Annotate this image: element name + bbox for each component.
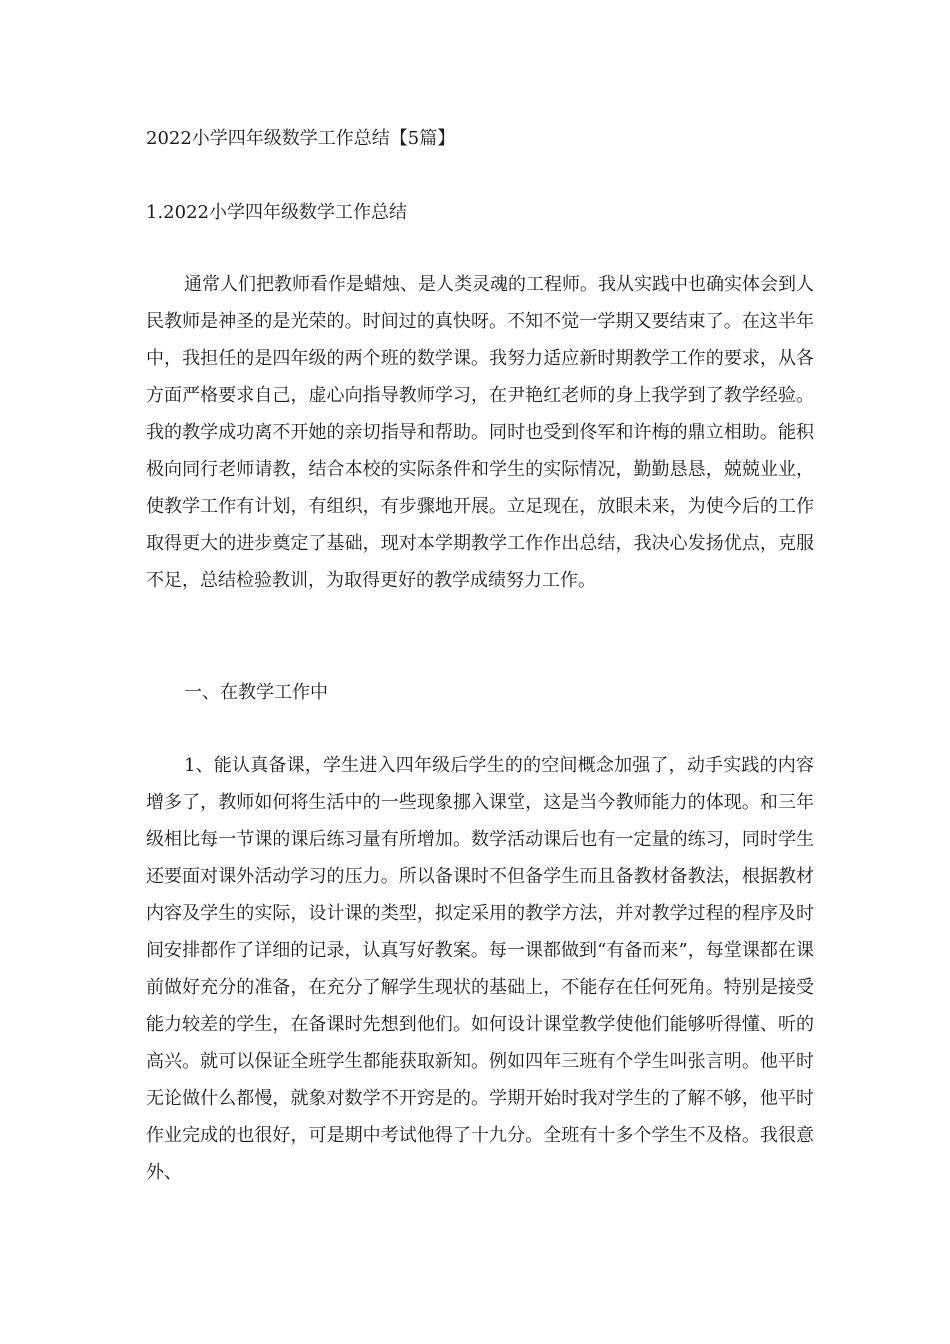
section-title: 1.2022小学四年级数学工作总结 — [146, 202, 407, 223]
document-title: 2022小学四年级数学工作总结【5篇】 — [146, 128, 456, 149]
paragraph-intro: 通常人们把教师看作是蜡烛、是人类灵魂的工程师。我从实践中也确实体会到人民教师是神圣的是光荣的。时间过的真快呀。不知不觉一学期又要结束了。在这半年中，我担任的是四年级的两个班的数学课。我努力适应新时期教学工作的要求，从各方面严格要求自己，虚心向指导教师学习，在尹艳红老师的身上我学到了教学经验。我的教学成功离不开她的亲切指导和帮助。同时也受到佟军和许梅的鼎立相助。能积极向同行老师请教，结合本校的实际条件和学生的实际情况，勤勤恳恳，兢兢业业，使教学工作有计划，有组织，有步骤地开展。立足现在，放眼未来，为使今后的工作取得更大的进步奠定了基础，现对本学期教学工作作出总结，我决心发扬优点，克服不足，总结检验教训，为取得更好的教学成绩努力工作。 — [146, 274, 814, 591]
paragraph-lesson-prep: 1、能认真备课，学生进入四年级后学生的的空间概念加强了，动手实践的内容增多了，教师如何将生活中的一些现象挪入课堂，这是当今教师能力的体现。和三年级相比每一节课的课后练习量有所增加。数学活动课后也有一定量的练习，同时学生还要面对课外活动学习的压力。所以备课时不但备学生而且备教材备教法，根据教材内容及学生的实际，设计课的类型，拟定采用的教学方法，并对教学过程的程序及时间安排都作了详细的记录，认真写好教案。每一课都做到“有备而来”，每堂课都在课前做好充分的准备，在充分了解学生现状的基础上，不能存在任何死角。特别是接受能力较差的学生，在备课时先想到他们。如何设计课堂教学使他们能够听得懂、听的高兴。就可以保证全班学生都能获取新知。例如四年三班有个学生叫张言明。他平时无论做什么都慢，就象对数学不开窍是的。学期开始时我对学生的了解不够，他平时作业完成的也很好，可是期中考试他得了十九分。全班有十多个学生不及格。我很意外、 — [146, 755, 814, 1183]
heading-teaching-work: 一、在教学工作中 — [184, 682, 328, 703]
